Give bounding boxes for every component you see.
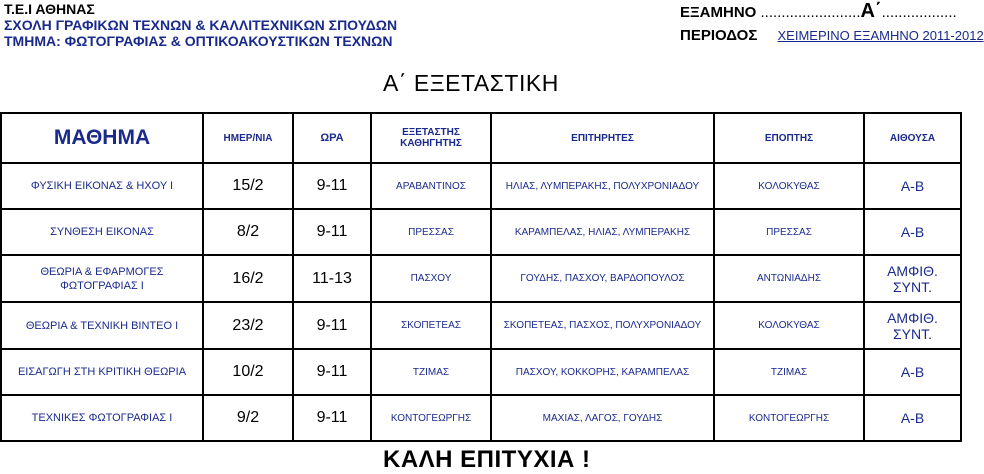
period-line [680,27,984,44]
date-cell: 9/2 [203,395,293,441]
supervisors-cell: ΚΑΡΑΜΠΕΛΑΣ, ΗΛΙΑΣ, ΛΥΜΠΕΡΑΚΗΣ [491,209,714,255]
col-header-time: ΩΡΑ [293,113,371,163]
supervisors-cell: ΗΛΙΑΣ, ΛΥΜΠΕΡΑΚΗΣ, ΠΟΛΥΧΡΟΝΙΑΔΟΥ [491,163,714,209]
date-cell: 23/2 [203,302,293,349]
room-cell [864,302,961,349]
examiner-cell: ΑΡΑΒΑΝΤΙΝΟΣ [371,163,491,209]
department-name: ΤΜΗΜΑ: ΦΩΤΟΓΡΑΦΙΑΣ & ΟΠΤΙΚΟΑΚΟΥΣΤΙΚΩΝ ΤΕΧΝΩΝ [4,33,393,49]
room-line1: ΑΜΦΙΘ. [887,262,938,279]
inspector-cell: ΚΟΝΤΟΓΕΩΡΓΗΣ [714,395,864,441]
inspector-cell: ΚΟΛΟΚΥΘΑΣ [714,163,864,209]
room-cell: Α-Β [864,209,961,255]
time-cell: 9-11 [293,163,371,209]
time-cell: 9-11 [293,349,371,395]
room-line2: ΣΥΝΤ. [892,325,932,342]
examiner-cell: ΚΟΝΤΟΓΕΩΡΓΗΣ [371,395,491,441]
time-cell: 9-11 [293,209,371,255]
room-cell: Α-Β [864,163,961,209]
inspector-cell: ΠΡΕΣΣΑΣ [714,209,864,255]
room-cell [864,255,961,302]
time-cell: 9-11 [293,302,371,349]
course-cell: ΘΕΩΡΙΑ & ΤΕΧΝΙΚΗ ΒΙΝΤΕΟ Ι [1,302,203,349]
col-header-room: ΑΙΘΟΥΣΑ [864,113,961,163]
header-left [4,1,397,49]
supervisors-cell: ΣΚΟΠΕΤΕΑΣ, ΠΑΣΧΟΣ, ΠΟΛΥΧΡΟΝΙΑΔΟΥ [491,302,714,349]
course-cell [1,255,203,302]
exam-title: Α΄ ΕΞΕΤΑΣΤΙΚΗ [383,70,559,96]
col-header-date: ΗΜΕΡ/ΝΙΑ [203,113,293,163]
table-row [1,209,961,255]
time-cell: 11-13 [293,255,371,302]
examiner-cell: ΠΑΣΧΟΥ [371,255,491,302]
supervisors-cell: ΠΑΣΧΟΥ, ΚΟΚΚΟΡΗΣ, ΚΑΡΑΜΠΕΛΑΣ [491,349,714,395]
inspector-cell: ΑΝΤΩΝΙΑΔΗΣ [714,255,864,302]
date-cell: 16/2 [203,255,293,302]
supervisors-cell: ΓΟΥΔΗΣ, ΠΑΣΧΟΥ, ΒΑΡΔΟΠΟΥΛΟΣ [491,255,714,302]
table-row [1,163,961,209]
col-header-supervisors: ΕΠΙΤΗΡΗΤΕΣ [491,113,714,163]
table-row [1,255,961,302]
period-value: ΧΕΙΜΕΡΙΝΟ ΕΞΑΜΗΝΟ 2011-2012 [777,28,984,43]
school-name: ΣΧΟΛΗ ΓΡΑΦΙΚΩΝ ΤΕΧΝΩΝ & ΚΑΛΛΙΤΕΧΝΙΚΩΝ ΣΠΟΥΔΩΝ [4,17,398,33]
col-header-examiner [371,113,491,163]
period-label: ΠΕΡΙΟΔΟΣ [680,27,758,44]
room-cell: Α-Β [864,349,961,395]
examiner-header-line1: ΕΞΕΤΑΣΤΗΣ [402,127,460,138]
supervisors-cell: ΜΑΧΙΑΣ, ΛΑΓΟΣ, ΓΟΥΔΗΣ [491,395,714,441]
semester-value: Α΄ [860,0,882,22]
col-header-inspector: ΕΠΟΠΤΗΣ [714,113,864,163]
good-luck-footer: ΚΑΛΗ ΕΠΙΤΥΧΙΑ ! [383,446,591,473]
date-cell: 8/2 [203,209,293,255]
semester-dots-after: .................. [881,4,957,21]
table-header-row [1,113,961,163]
course-cell: ΣΥΝΘΕΣΗ ΕΙΚΟΝΑΣ [1,209,203,255]
exam-schedule-table [0,112,962,442]
examiner-cell: ΣΚΟΠΕΤΕΑΣ [371,302,491,349]
course-line2: ΦΩΤΟΓΡΑΦΙΑΣ Ι [60,279,144,292]
semester-line [680,0,957,23]
examiner-cell: ΠΡΕΣΣΑΣ [371,209,491,255]
date-cell: 10/2 [203,349,293,395]
col-header-course: ΜΑΘΗΜΑ [1,113,203,163]
inspector-cell: ΚΟΛΟΚΥΘΑΣ [714,302,864,349]
room-line1: ΑΜΦΙΘ. [887,309,938,326]
room-line2: ΣΥΝΤ. [892,278,932,295]
semester-label: ΕΞΑΜΗΝΟ [680,4,757,21]
course-cell: ΤΕΧΝΙΚΕΣ ΦΩΤΟΓΡΑΦΙΑΣ Ι [1,395,203,441]
room-cell: Α-Β [864,395,961,441]
table-row [1,302,961,349]
table-row [1,349,961,395]
inspector-cell: ΤΖΙΜΑΣ [714,349,864,395]
time-cell: 9-11 [293,395,371,441]
course-cell: ΦΥΣΙΚΗ ΕΙΚΟΝΑΣ & ΗΧΟΥ Ι [1,163,203,209]
examiner-cell: ΤΖΙΜΑΣ [371,349,491,395]
table-row [1,395,961,441]
course-cell: ΕΙΣΑΓΩΓΗ ΣΤΗ ΚΡΙΤΙΚΗ ΘΕΩΡΙΑ [1,349,203,395]
course-line1: ΘΕΩΡΙΑ & ΕΦΑΡΜΟΓΕΣ [40,265,164,278]
date-cell: 15/2 [203,163,293,209]
institution-name: Τ.Ε.Ι ΑΘΗΝΑΣ [4,1,95,17]
examiner-header-line2: ΚΑΘΗΓΗΤΗΣ [400,138,462,149]
semester-dots-before: ........................ [760,4,861,21]
